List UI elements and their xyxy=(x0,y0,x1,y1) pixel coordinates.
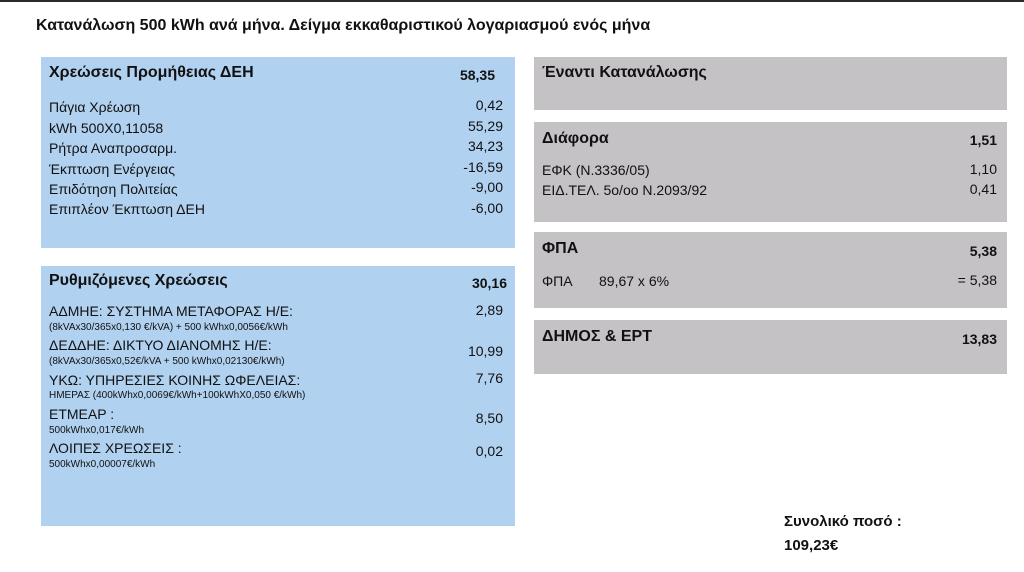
regulated-row-formula: ΗΜΕΡΑΣ (400kWhx0,0069€/kWh+100kWhX0,050 €/kWh) xyxy=(49,390,306,401)
regulated-row-label: ΑΔΜΗΕ: ΣΥΣΤΗΜΑ ΜΕΤΑΦΟΡΑΣ Η/Ε: xyxy=(49,303,293,319)
regulated-row-value: 10,99 xyxy=(467,343,503,359)
against-consumption-panel xyxy=(534,57,1007,110)
regulated-row-formula: 500kWhx0,00007€/kWh xyxy=(49,459,156,470)
supply-charges-panel xyxy=(41,57,515,248)
page-title: Κατανάλωση 500 kWh ανά μήνα. Δείγμα εκκαθαριστικού λογαριασμού ενός μήνα xyxy=(36,17,651,34)
supply-row-label: kWh 500X0,11058 xyxy=(49,120,164,136)
supply-row-value: -16,59 xyxy=(463,159,503,175)
regulated-row-label: ΔΕΔΔΗΕ: ΔΙΚΤΥΟ ΔΙΑΝΟΜΗΣ Η/Ε: xyxy=(49,337,272,353)
misc-row-value: 1,10 xyxy=(969,161,997,177)
misc-charges-panel xyxy=(534,122,1007,222)
regulated-row-formula: (8kVAx30/365x0,130 €/kVA) + 500 kWhx0,0056€/kWh xyxy=(49,322,288,333)
supply-row-value: 0,42 xyxy=(475,97,503,113)
municipal-ert-total: 13,83 xyxy=(961,331,997,347)
regulated-row-value: 8,50 xyxy=(475,410,503,426)
misc-charges-total: 1,51 xyxy=(969,132,997,148)
vat-row-label: ΦΠΑ xyxy=(542,273,573,289)
vat-panel xyxy=(534,232,1007,308)
grand-total-value: 109,23€ xyxy=(784,537,839,554)
regulated-charges-total: 30,16 xyxy=(471,275,507,291)
misc-row-value: 0,41 xyxy=(969,181,997,197)
municipal-ert-panel xyxy=(534,320,1007,374)
regulated-row-value: 2,89 xyxy=(475,302,503,318)
regulated-charges-panel xyxy=(41,266,515,526)
vat-title: ΦΠΑ xyxy=(542,240,579,257)
top-border-line xyxy=(0,0,1024,2)
regulated-row-label: ΛΟΙΠΕΣ ΧΡΕΩΣΕΙΣ : xyxy=(49,440,182,456)
regulated-row-formula: 500kWhx0,017€/kWh xyxy=(49,425,145,436)
vat-row-calculation: 89,67 x 6% xyxy=(599,273,670,289)
misc-charges-title: Διάφορα xyxy=(542,130,609,147)
supply-row-label: Πάγια Χρέωση xyxy=(49,99,141,115)
vat-row-value: = 5,38 xyxy=(957,272,997,288)
against-consumption-title: Έναντι Κατανάλωσης xyxy=(542,64,707,81)
supply-row-value: 34,23 xyxy=(467,138,503,154)
regulated-row-value: 7,76 xyxy=(475,370,503,386)
supply-row-label: Επιπλέον Έκπτωση ΔΕΗ xyxy=(49,201,205,217)
misc-row-label: ΕΙΔ.ΤΕΛ. 5ο/οο Ν.2093/92 xyxy=(542,182,708,198)
regulated-charges-title: Ρυθμιζόμενες Χρεώσεις xyxy=(49,272,228,289)
supply-row-label: Επιδότηση Πολιτείας xyxy=(49,181,178,197)
regulated-row-label: ΥΚΩ: ΥΠΗΡΕΣΙΕΣ ΚΟΙΝΗΣ ΩΦΕΛΕΙΑΣ: xyxy=(49,372,301,388)
supply-row-value: -9,00 xyxy=(471,179,503,195)
misc-row-label: ΕΦΚ (Ν.3336/05) xyxy=(542,162,650,178)
supply-row-label: Έκπτωση Ενέργειας xyxy=(49,161,175,177)
municipal-ert-title: ΔΗΜΟΣ & ΕΡΤ xyxy=(542,328,652,345)
vat-total: 5,38 xyxy=(969,243,997,259)
supply-row-label: Ρήτρα Αναπροσαρμ. xyxy=(49,140,178,156)
supply-charges-total: 58,35 xyxy=(459,67,495,83)
grand-total-label: Συνολικό ποσό : xyxy=(784,513,902,530)
regulated-row-label: ΕΤΜΕΑΡ : xyxy=(49,406,115,422)
supply-charges-title: Χρεώσεις Προμήθειας ΔΕΗ xyxy=(49,64,254,81)
regulated-row-formula: (8kVAx30/365x0,52€/kVA + 500 kWhx0,02130€/kWh) xyxy=(49,356,285,367)
supply-row-value: 55,29 xyxy=(467,118,503,134)
regulated-row-value: 0,02 xyxy=(475,443,503,459)
supply-row-value: -6,00 xyxy=(471,200,503,216)
